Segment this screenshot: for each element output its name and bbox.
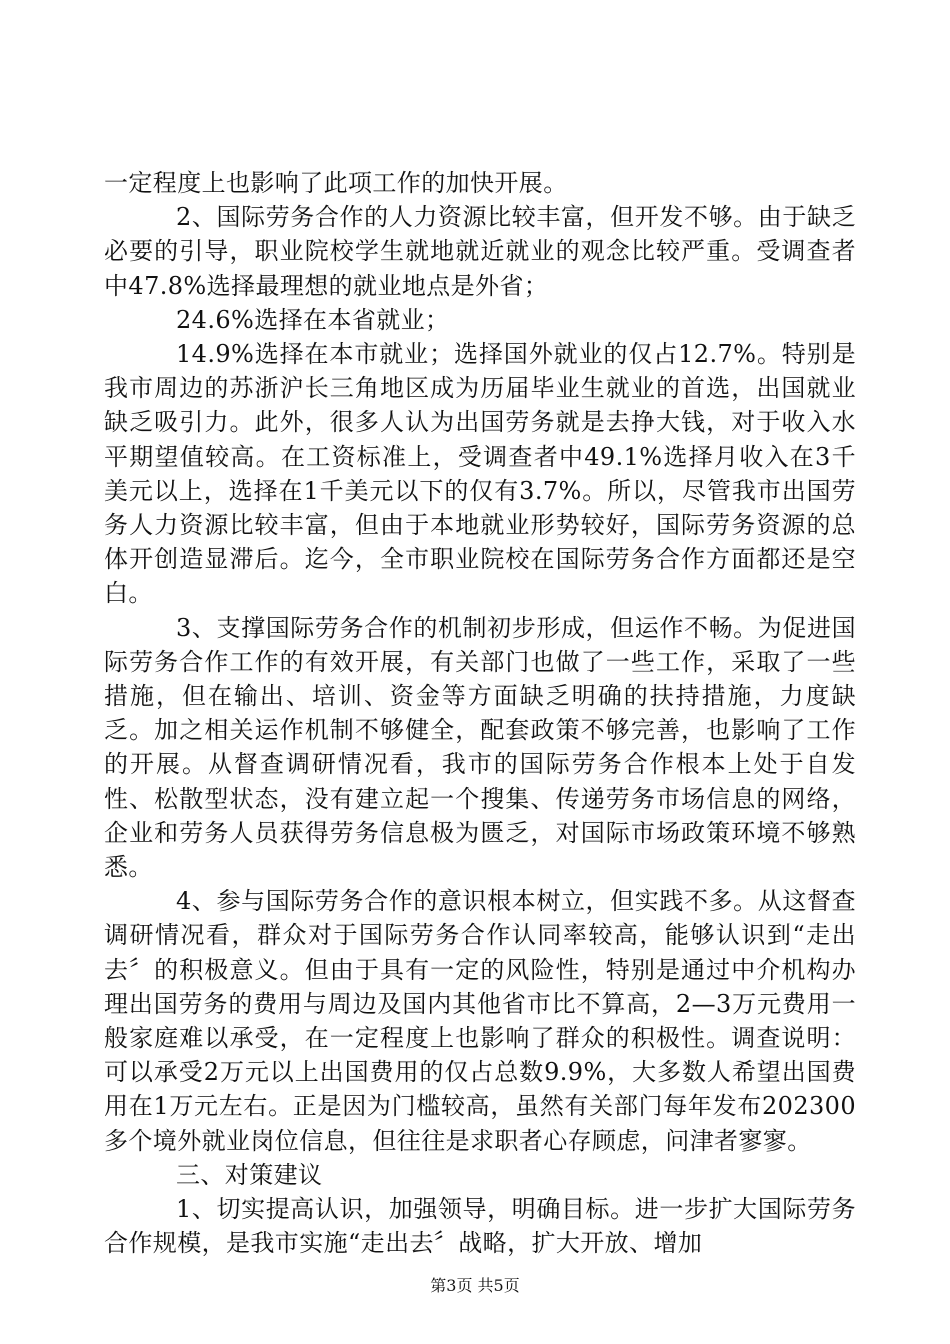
page-number: 第3页 共5页 bbox=[430, 1276, 520, 1295]
paragraph-statistic-city: 14.9%选择在本市就业；选择国外就业的仅占12.7%。特别是我市周边的苏浙沪长三角地区成为历届毕业生就业的首选，出国就业缺乏吸引力。此外，很多人认为出国劳务就是去挣大钱，对于收入水平期望值较高。在工资标准上，受调查者中49.1%选择月收入在3千美元以上，选择在1千美元以下的仅有3.7%。所以，尽管我市出国劳务人力资源比较丰富，但由于本地就业形势较好，国际劳务资源的总体开创造显滞后。迄今，全市职业院校在国际劳务合作方面都还是空白。 bbox=[104, 340, 856, 608]
paragraph-continuation: 一定程度上也影响了此项工作的加快开展。 bbox=[104, 169, 568, 197]
paragraph-item-3: 3、支撑国际劳务合作的机制初步形成，但运作不畅。为促进国际劳务合作工作的有效开展，有关部门也做了一些工作，采取了一些措施，但在输出、培训、资金等方面缺乏明确的扶持措施，力度缺乏。加之相关运作机制不够健全，配套政策不够完善，也影响了工作的开展。从督查调研情况看，我市的国际劳务合作根本上处于自发性、松散型状态，没有建立起一个搜集、传递劳务市场信息的网络，企业和劳务人员获得劳务信息极为匮乏，对国际市场政策环境不够熟悉。 bbox=[104, 613, 856, 882]
paragraph-statistic-province: 24.6%选择在本省就业； bbox=[176, 305, 450, 334]
paragraph-item-4: 4、参与国际劳务合作的意识根本树立，但实践不多。从这督查调研情况看，群众对于国际劳务合作认同率较高，能够认识到“走出去〞的积极意义。但由于具有一定的风险性，特别是通过中介机构办理出国劳务的费用与周边及国内其他省市比不算高，2—3万元费用一般家庭难以承受，在一定程度上也影响了群众的积极性。调查说明：可以承受2万元以上出国费用的仅占总数9.9%，大多数人希望出国费用在1万元左右。正是因为门槛较高，虽然有关部门每年发布202300多个境外就业岗位信息，但往往是求职者心存顾虑，问津者寥寥。 bbox=[104, 887, 856, 1155]
document-body bbox=[104, 166, 856, 1261]
paragraph-recommendation-1: 1、切实提高认识，加强领导，明确目标。进一步扩大国际劳务合作规模，是我市实施“走出去〞战略，扩大开放、增加 bbox=[104, 1195, 856, 1258]
page-footer bbox=[0, 1276, 950, 1296]
paragraph-item-2: 2、国际劳务合作的人力资源比较丰富，但开发不够。由于缺乏必要的引导，职业院校学生就地就近就业的观念比较严重。受调查者中47.8%选择最理想的就业地点是外省； bbox=[104, 203, 856, 300]
section-heading-recommendations: 三、对策建议 bbox=[176, 1160, 323, 1189]
